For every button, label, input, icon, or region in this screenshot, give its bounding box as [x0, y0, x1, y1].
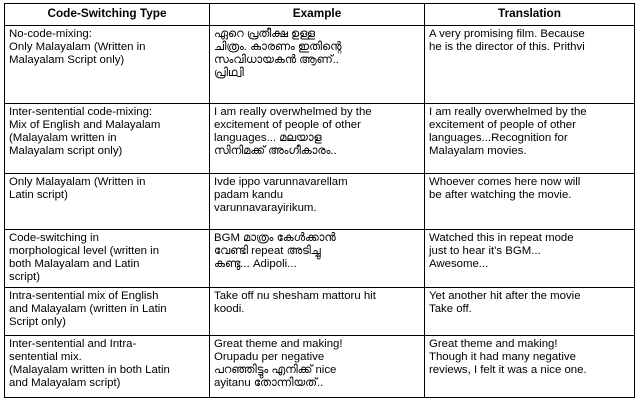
type-line: Code-switching in — [9, 232, 99, 244]
example-line: ഏറെ പ്രതീക്ഷ ഉള്ള — [214, 28, 315, 40]
type-line: Only Malayalam (Written in — [9, 41, 146, 53]
translation-cell — [425, 336, 635, 398]
translation-line: he is the director of this. Prithvi — [429, 41, 585, 53]
example-line: കണ്ടു... Adipoli... — [214, 258, 297, 270]
example-cell — [210, 288, 425, 336]
example-line: I am really overwhelmed by the — [214, 106, 372, 118]
type-line: Malayalam Script only) — [9, 54, 125, 66]
table-row — [5, 288, 635, 336]
example-line: സംവിധായകൻ ആണ്.. — [214, 54, 339, 66]
type-line: Inter-sentential and Intra- — [9, 338, 137, 350]
translation-cell — [425, 104, 635, 174]
table-row — [5, 230, 635, 288]
type-line: Malayalam script only) — [9, 145, 123, 157]
type-line: Only Malayalam (Written in — [9, 176, 146, 188]
example-line: padam kandu — [214, 189, 284, 201]
example-line: Great theme and making! — [214, 338, 343, 350]
type-cell — [5, 26, 210, 104]
type-line: (Malayalam written in both Latin — [9, 364, 170, 376]
translation-line: languages...Recognition for — [429, 132, 568, 144]
example-cell — [210, 174, 425, 230]
example-line: ayitanu തോന്നിയത്.. — [214, 377, 324, 389]
type-cell — [5, 230, 210, 288]
example-line: varunnavarayirikum. — [214, 202, 317, 214]
type-line: Latin script) — [9, 189, 68, 201]
example-cell — [210, 104, 425, 174]
translation-line: Yet another hit after the movie — [429, 290, 581, 302]
type-line: and Malayalam (written in Latin — [9, 303, 167, 315]
translation-line: just to hear it's BGM... — [429, 245, 541, 257]
translation-line: I am really overwhelmed by the — [429, 106, 587, 118]
translation-line: Malayalam movies. — [429, 145, 527, 157]
translation-line: reviews, I felt it was a nice one. — [429, 364, 587, 376]
type-cell — [5, 104, 210, 174]
type-line: No-code-mixing: — [9, 28, 92, 40]
translation-line: be after watching the movie. — [429, 189, 572, 201]
table-row — [5, 104, 635, 174]
translation-cell — [425, 288, 635, 336]
type-line: sentential mix. — [9, 351, 82, 363]
table-row — [5, 174, 635, 230]
type-line: morphological level (written in — [9, 245, 160, 257]
example-line: സിനിമക്ക് അംഗീകാരം.. — [214, 145, 337, 157]
translation-line: Whoever comes here now will — [429, 176, 581, 188]
type-line: script) — [9, 271, 41, 283]
translation-cell — [425, 230, 635, 288]
header-translation: Translation — [425, 4, 635, 26]
table-row — [5, 336, 635, 398]
type-line: Intra-sentential mix of English — [9, 290, 159, 302]
translation-line: Though it had many negative — [429, 351, 576, 363]
translation-line: excitement of people of other — [429, 119, 576, 131]
type-cell — [5, 174, 210, 230]
translation-cell — [425, 26, 635, 104]
type-cell — [5, 288, 210, 336]
type-line: Script only) — [9, 316, 66, 328]
example-cell — [210, 336, 425, 398]
table-row — [5, 26, 635, 104]
example-line: Orupadu per negative — [214, 351, 325, 363]
example-line: പറഞ്ഞിട്ടും എനിക്ക് nice — [214, 364, 337, 376]
example-line: excitement of people of other — [214, 119, 361, 131]
header-code-switching-type: Code-Switching Type — [5, 4, 210, 26]
code-switching-table — [4, 3, 635, 398]
translation-line: Take off. — [429, 303, 472, 315]
type-line: both Malayalam and Latin — [9, 258, 140, 270]
translation-line: Awesome... — [429, 258, 489, 270]
type-line: and Malayalam script) — [9, 377, 121, 389]
example-line: പ്രിഥ്വി — [214, 67, 244, 79]
translation-line: A very promising film. Because — [429, 28, 585, 40]
example-line: languages... മലയാള — [214, 132, 322, 144]
type-cell — [5, 336, 210, 398]
example-line: ചിത്രം. കാരണം ഇതിന്റെ — [214, 41, 342, 53]
example-cell — [210, 230, 425, 288]
translation-line: Great theme and making! — [429, 338, 558, 350]
example-line: koodi. — [214, 303, 245, 315]
type-line: (Malayalam written in — [9, 132, 117, 144]
header-row — [5, 4, 635, 26]
example-line: Ivde ippo varunnavarellam — [214, 176, 348, 188]
example-cell — [210, 26, 425, 104]
header-example: Example — [210, 4, 425, 26]
type-line: Inter-sentential code-mixing: — [9, 106, 153, 118]
translation-cell — [425, 174, 635, 230]
type-line: Mix of English and Malayalam — [9, 119, 161, 131]
example-line: Take off nu shesham mattoru hit — [214, 290, 376, 302]
translation-line: Watched this in repeat mode — [429, 232, 574, 244]
example-line: BGM മാത്രം കേൾക്കാൻ — [214, 232, 336, 244]
example-line: വേണ്ടി repeat അടിച്ചു — [214, 245, 321, 257]
